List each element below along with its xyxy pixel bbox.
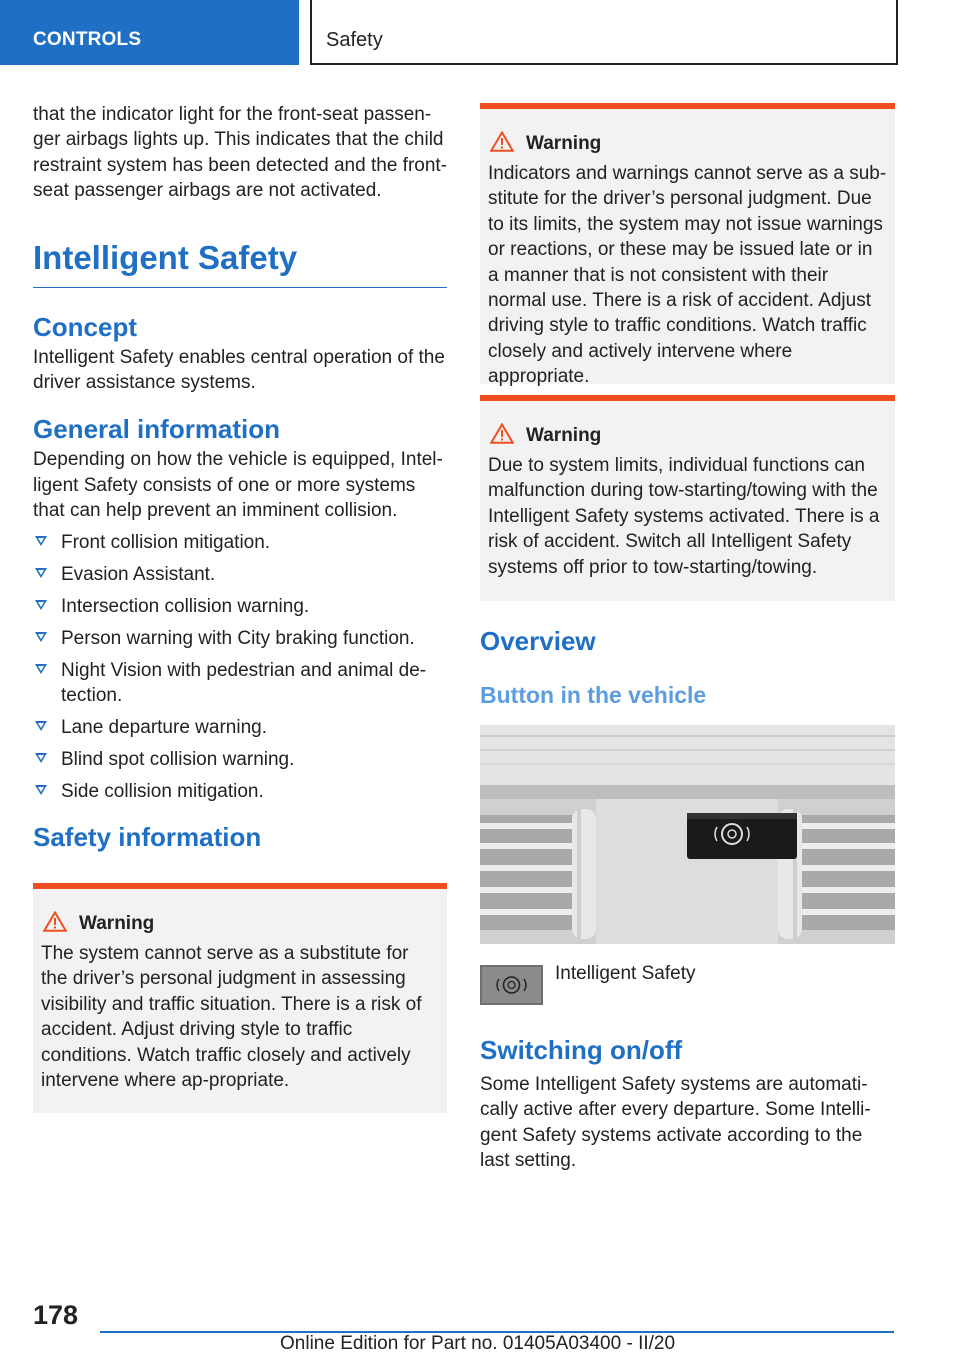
warning-triangle-icon	[490, 423, 514, 444]
warning-header	[41, 911, 439, 935]
footer-edition: Online Edition for Part no. 01405A03400 - II/20	[280, 1333, 676, 1354]
topic-label: Safety	[326, 29, 383, 51]
list-triangle-icon	[35, 632, 47, 642]
general-info-heading: General information	[33, 414, 281, 445]
list-item: Side collision mitigation.	[33, 779, 447, 804]
list-item: Person warning with City braking function.	[33, 626, 447, 651]
list-item: Front collision mitigation.	[33, 530, 447, 555]
button-caption: Intelligent Safety	[555, 963, 696, 984]
list-triangle-icon	[35, 785, 47, 795]
warning-header	[488, 131, 887, 155]
warning-box	[33, 883, 447, 1113]
systems-list	[33, 530, 447, 805]
warning-label: Warning	[526, 133, 602, 154]
switching-paragraph: Some Intelligent Safety systems are automati-cally active after every departure. Some Intelli-gent Safety systems activate according to the last setting.	[480, 1074, 871, 1172]
list-triangle-icon	[35, 721, 47, 731]
page-number: 178	[33, 1300, 79, 1330]
section-label: CONTROLS	[33, 29, 142, 50]
warning-header	[488, 423, 887, 447]
page-title: Intelligent Safety	[33, 239, 447, 288]
list-triangle-icon	[35, 664, 47, 674]
list-triangle-icon	[35, 536, 47, 546]
warning-box	[480, 395, 895, 601]
overview-heading: Overview	[480, 626, 596, 656]
warning-label: Warning	[526, 425, 602, 446]
list-item: Lane departure warning.	[33, 715, 447, 740]
concept-paragraph: Intelligent Safety enables central operation of the driver assistance systems.	[33, 346, 445, 394]
warning-text: Due to system limits, individual functions can malfunction during tow-starting/towing with the Intelligent Safety systems activated. There is a risk of accident. Switch all Intelligent Safety systems off prior to tow-starting/towing.	[488, 455, 880, 578]
list-triangle-icon	[35, 568, 47, 578]
list-item: Evasion Assistant.	[33, 562, 447, 587]
list-item: Blind spot collision warning.	[33, 747, 447, 772]
list-item: Intersection collision warning.	[33, 594, 447, 619]
list-item: Night Vision with pedestrian and animal de-tection.	[33, 658, 447, 709]
button-heading: Button in the vehicle	[480, 682, 707, 708]
warning-text: The system cannot serve as a substitute for the driver’s personal judgment in assessing visibility and traffic situation. There is a risk of accident. Adjust driving style to traffic conditions. Watch traffic closely and actively intervene where ap-propriate.	[41, 943, 422, 1092]
warning-triangle-icon	[490, 131, 514, 152]
topic-header	[310, 0, 898, 65]
left-column	[33, 102, 447, 853]
warning-triangle-icon	[43, 911, 67, 932]
concept-heading: Concept	[33, 311, 137, 342]
list-triangle-icon	[35, 753, 47, 763]
list-triangle-icon	[35, 600, 47, 610]
warning-label: Warning	[79, 913, 155, 934]
vehicle-button-photo	[480, 725, 895, 944]
intro-paragraph: that the indicator light for the front-seat passen-ger airbags lights up. This indicates that the child restraint system has been detected and the front-seat passenger airbags are not activated.	[33, 104, 448, 202]
general-info-paragraph: Depending on how the vehicle is equipped, Intel-ligent Safety consists of one or more systems that can help prevent an imminent collision.	[33, 449, 443, 522]
section-tab	[0, 0, 299, 65]
safety-info-heading: Safety information	[33, 822, 262, 853]
intelligent-safety-icon	[480, 965, 543, 1005]
warning-box	[480, 103, 895, 388]
warning-text: Indicators and warnings cannot serve as a sub-stitute for the driver’s personal judgment. Due to its limits, the system may not issue warnings or reactions, or these may be issued late or in a manner that is not consistent with their normal use. There is a risk of accident. Adjust driving style to traffic conditions. Watch traffic closely and actively intervene where appropriate.	[488, 163, 887, 388]
switching-heading: Switching on/off	[480, 1035, 683, 1065]
